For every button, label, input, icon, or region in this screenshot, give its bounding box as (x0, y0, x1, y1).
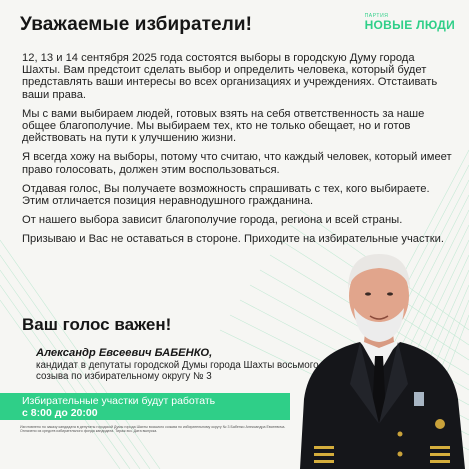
party-logo (365, 13, 455, 31)
paragraph-election-date: 12, 13 и 14 сентября 2025 года состоятся выборы в городскую Думу города Шахты. Вам предстоит сделать выбор и определить человека, который будет представлять ваши интересы во всех организациях и учреждениях. Отстаивать ваши права. (22, 52, 438, 101)
paragraph-call-to-action: Призываю и Вас не оставаться в стороне. Приходите на избирательные участки. (22, 233, 444, 246)
polling-hours-times: с 8:00 до 20:00 (22, 407, 98, 419)
legal-fine-print: Изготовлено по заказу кандидата в депутаты городской Думы города Шахты восьмого созыва по избирательному округу № 3 Бабенко Александра Евсеевича. Оплачено из средств избирательного фонда кандидата. Тираж экз. Дата выпуска. (20, 425, 286, 434)
candidate-name: Александр Евсеевич БАБЕНКО, (36, 347, 213, 359)
paragraph-voice: Отдавая голос, Вы получаете возможность спрашивать с тех, кого выбираете. Этим отличается позиция неравнодушного гражданина. (22, 182, 430, 208)
hours-from: 8:00 (30, 407, 52, 419)
hours-to: 20:00 (70, 407, 98, 419)
page-title: Уважаемые избиратели! (20, 14, 253, 35)
paragraph-responsibility: Мы с вами выбираем людей, готовых взять на себя ответственность за наше общее благополучие. Мы выбираем тех, кто не только обещает, но и готов действовать на пути к улучшению жизни. (22, 107, 425, 145)
party-logo-name: НОВЫЕ ЛЮДИ (364, 18, 455, 32)
paragraph-always-vote: Я всегда хожу на выборы, потому что считаю, что каждый человек, который имеет право голосовать, должен этим воспользоваться. (22, 151, 452, 176)
slogan: Ваш голос важен! (22, 315, 172, 334)
paragraph-wellbeing: От нашего выбора зависит благополучие города, региона и всей страны. (22, 214, 403, 227)
appeal-text (22, 52, 452, 253)
party-logo-caption: ПАРТИЯ (364, 13, 389, 19)
polling-hours-banner (0, 393, 290, 420)
candidate-portrait (290, 224, 469, 469)
polling-hours-text: Избирательные участки будут работать (22, 395, 216, 407)
candidate-description: кандидат в депутаты городской Думы города Шахты восьмого созыва по избирательному округу № 3 (36, 360, 319, 382)
